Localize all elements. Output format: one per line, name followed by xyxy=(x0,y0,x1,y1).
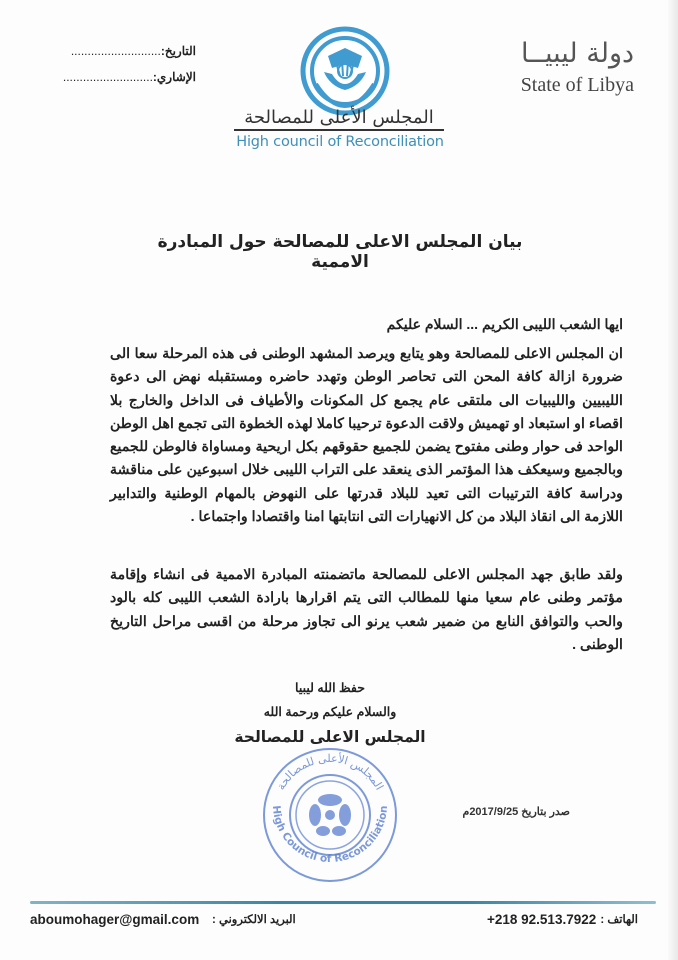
closing-line-2: والسلام عليكم ورحمة الله xyxy=(263,705,397,719)
signatory: المجلس الاعلى للمصالحة xyxy=(234,728,426,746)
greeting: ايها الشعب الليبى الكريم ... السلام عليكم xyxy=(386,316,623,332)
phone-number[interactable]: +218 92.513.7922 xyxy=(487,912,597,927)
official-stamp-icon xyxy=(255,745,405,885)
phone-label: الهاتف : xyxy=(600,914,638,926)
date-value: ........................... xyxy=(70,44,161,58)
council-name-english: High council of Reconciliation xyxy=(236,134,444,150)
email-address[interactable]: aboumohager@gmail.com xyxy=(30,912,200,927)
body-paragraph-2: ولقد طابق جهد المجلس الاعلى للمصالحة ماتضمنته المبادرة الاممية فى انشاء وإقامة مؤتمر وطنى عام سعيا منها للمطالب التى يتم اقرارها بارادة الشعب الليبى كله بالود والحب والتوافق النابع من ضمير شعب يرنو الى تجاوز مرحلة من اقسى مراحل التاريخ الوطنى . xyxy=(110,567,623,653)
page-edge-shadow xyxy=(668,0,678,960)
body-paragraph-1: ان المجلس الاعلى للمصالحة وهو يتابع ويرصد المشهد الوطنى فى هذه المرحلة سعا الى ضرورة ازالة كافة المحن التى تحاصر الوطن وتهدد حاضره ومستقبله نهض الى دعوة الليبيين والليبيات الى ملتقى عام يجمع كل المكونات والأطياف فى الداخل والخارج بلا اقصاء او استبعاد او تهميش ولاقت الدعوة ترحيبا كاملا لهذه الخطوة التى تجمع اهل الوطن الواحد فى حوار وطنى مفتوح يضمن للجميع حقوقهم بكل اريحية ومساواة فالوطن للجميع وبالجميع وسيعكف هذا المؤتمر الذى ينعقد على التراب الليبى خلال اسبوعين على مناقشة ودراسة كافة الترتيبات التى تعيد للبلاد قدرتها على النهوض بالمهام الوطنية والتدابير اللازمة الى انقاذ البلاد من كل الانهيارات التى انتابتها امنا واقتصادا واجتماعا . xyxy=(110,346,623,526)
date-field xyxy=(46,44,196,58)
reference-field xyxy=(46,70,196,84)
council-logo-icon xyxy=(300,26,390,116)
closing-line-1: حفظ الله ليبيا xyxy=(295,681,365,695)
reference-value: ........................... xyxy=(62,70,153,84)
email-label: البريد الالكتروني : xyxy=(212,914,296,926)
footer-divider xyxy=(30,901,656,904)
state-name-arabic: دولة ليبيــا xyxy=(520,38,634,69)
svg-text:High Council of Reconciliation: High Council of Reconciliation xyxy=(269,804,391,866)
document-title: بيان المجلس الاعلى للمصالحة حول المبادرة الاممية xyxy=(157,232,523,272)
date-label: التاريخ: xyxy=(160,44,196,58)
council-name-arabic: المجلس الأعلى للمصالحة xyxy=(234,108,444,131)
state-name-english: State of Libya xyxy=(520,74,634,96)
reference-label: الإشاري: xyxy=(152,70,196,84)
issue-date: صدر بتاريخ 2017/9/25م xyxy=(462,806,570,818)
svg-text:المجلس الأعلى للمصالحة: المجلس الأعلى للمصالحة xyxy=(274,751,386,793)
